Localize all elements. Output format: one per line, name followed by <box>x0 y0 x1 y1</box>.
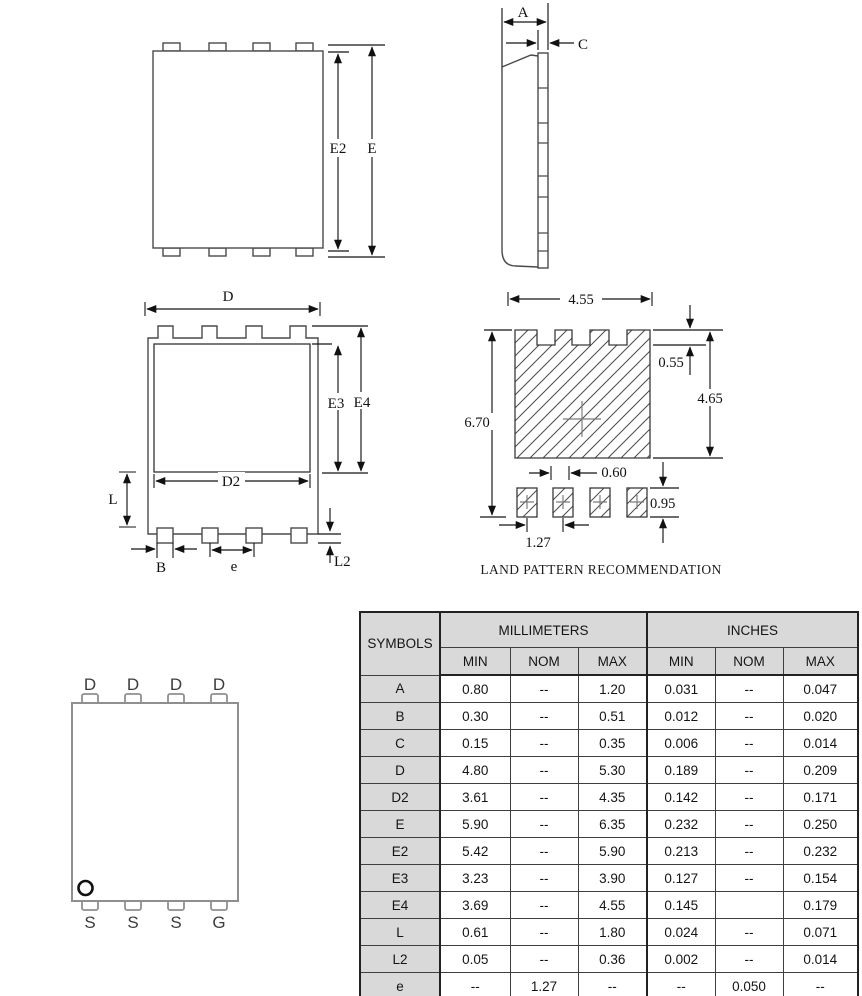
inch-value-cell: 0.012 <box>647 703 715 730</box>
pinout-top-labels <box>84 675 225 694</box>
mm-value-cell: 0.80 <box>440 675 510 703</box>
mm-value-cell: 3.69 <box>440 892 510 919</box>
symbol-cell: B <box>360 703 440 730</box>
inch-value-cell: -- <box>715 675 783 703</box>
pinout-drawing <box>72 675 238 932</box>
bottom-body-outline <box>148 326 318 534</box>
symbol-cell: A <box>360 675 440 703</box>
table-row <box>360 757 858 784</box>
dim-label-d: D <box>222 289 234 305</box>
table-row <box>360 784 858 811</box>
dimension-e2 <box>326 52 350 251</box>
symbol-cell: E <box>360 811 440 838</box>
mm-value-cell: -- <box>510 838 578 865</box>
inch-value-cell: -- <box>715 865 783 892</box>
dim-label-e2: E2 <box>329 141 347 157</box>
dim-label-small-pad-height: 0.95 <box>650 496 676 512</box>
inch-value-cell: 0.031 <box>647 675 715 703</box>
table-row <box>360 946 858 973</box>
mm-value-cell: -- <box>510 730 578 757</box>
dimension-l2 <box>318 508 351 570</box>
dim-label-pad-height: 4.65 <box>697 391 723 407</box>
table-row <box>360 973 858 996</box>
pin-label-s1: S <box>84 913 96 932</box>
inch-value-cell: -- <box>647 973 715 996</box>
mm-value-cell: 3.61 <box>440 784 510 811</box>
inch-value-cell: -- <box>715 811 783 838</box>
in-nom-header: NOM <box>715 648 783 676</box>
inch-value-cell: 0.050 <box>715 973 783 996</box>
mm-value-cell: -- <box>440 973 510 996</box>
mm-value-cell: -- <box>510 811 578 838</box>
inch-value-cell: 0.179 <box>783 892 858 919</box>
dim-label-b: B <box>155 560 167 576</box>
dimension-c <box>506 30 588 53</box>
table-row <box>360 703 858 730</box>
dimension-pitch-1-27 <box>499 518 589 551</box>
mm-max-header: MAX <box>578 648 647 676</box>
millimeters-header: MILLIMETERS <box>440 612 647 648</box>
mm-value-cell: 1.80 <box>578 919 647 946</box>
pinout-bottom-labels <box>84 913 225 932</box>
pin-label-d4: D <box>212 675 226 694</box>
dimension-gap-0-60 <box>529 465 627 481</box>
mm-value-cell: -- <box>510 675 578 703</box>
inch-value-cell: 0.213 <box>647 838 715 865</box>
pin-label-s2: S <box>127 913 139 932</box>
symbol-cell: C <box>360 730 440 757</box>
side-body-profile <box>502 55 538 267</box>
mm-value-cell: -- <box>510 757 578 784</box>
dimension-d <box>145 289 320 316</box>
dim-label-d2: D2 <box>221 474 241 490</box>
mm-value-cell: 0.15 <box>440 730 510 757</box>
dimension-small-pad-0-95 <box>650 462 679 543</box>
mm-value-cell: -- <box>510 865 578 892</box>
symbol-cell: E2 <box>360 838 440 865</box>
symbol-cell: D <box>360 757 440 784</box>
side-view-drawing <box>502 3 588 268</box>
mm-value-cell: -- <box>510 919 578 946</box>
in-min-header: MIN <box>647 648 715 676</box>
inch-value-cell: 0.154 <box>783 865 858 892</box>
dim-label-width: 4.55 <box>568 292 594 308</box>
pin1-indicator <box>79 881 93 895</box>
inch-value-cell: -- <box>715 703 783 730</box>
symbol-cell: D2 <box>360 784 440 811</box>
land-pattern-drawing <box>460 291 730 577</box>
pinout-body-outline <box>72 703 238 901</box>
mm-value-cell: -- <box>510 784 578 811</box>
mm-value-cell: -- <box>510 703 578 730</box>
mm-value-cell: 5.90 <box>578 838 647 865</box>
dimension-pad-height-4-65 <box>653 332 730 458</box>
inch-value-cell: -- <box>715 784 783 811</box>
inch-value-cell: 0.145 <box>647 892 715 919</box>
top-view-drawing <box>153 43 385 257</box>
pin-label-d2: D <box>126 675 140 694</box>
mm-value-cell: 0.30 <box>440 703 510 730</box>
dimension-notch-0-55 <box>653 305 723 375</box>
mm-value-cell: 4.80 <box>440 757 510 784</box>
dim-label-e: E <box>367 141 377 157</box>
dimension-e-pitch <box>210 543 254 575</box>
inch-value-cell: 0.071 <box>783 919 858 946</box>
dim-label-e4: E4 <box>353 395 371 411</box>
mm-value-cell: -- <box>510 946 578 973</box>
table-row <box>360 865 858 892</box>
dimension-width-4-55 <box>508 291 652 308</box>
inch-value-cell: 0.006 <box>647 730 715 757</box>
inch-value-cell: 0.020 <box>783 703 858 730</box>
inch-value-cell: 0.232 <box>783 838 858 865</box>
symbol-cell: L <box>360 919 440 946</box>
table-body <box>360 612 858 996</box>
table-row <box>360 838 858 865</box>
dimension-height-6-70 <box>460 330 512 517</box>
inch-value-cell: -- <box>715 757 783 784</box>
symbol-cell: E4 <box>360 892 440 919</box>
dimension-b <box>131 543 197 576</box>
inch-value-cell: 0.002 <box>647 946 715 973</box>
inch-value-cell: -- <box>783 973 858 996</box>
inch-value-cell: -- <box>715 919 783 946</box>
mm-value-cell: 4.35 <box>578 784 647 811</box>
dim-label-pitch: 1.27 <box>525 535 551 551</box>
symbols-header: SYMBOLS <box>360 612 440 675</box>
pin-label-d3: D <box>169 675 183 694</box>
mm-value-cell: 0.36 <box>578 946 647 973</box>
mm-nom-header: NOM <box>510 648 578 676</box>
inch-value-cell: 0.232 <box>647 811 715 838</box>
inch-value-cell: 0.171 <box>783 784 858 811</box>
package-body-outline <box>153 51 323 248</box>
table-header-row-groups <box>360 612 858 648</box>
small-land-pads <box>517 488 647 517</box>
mm-value-cell: -- <box>510 892 578 919</box>
mm-value-cell: 5.90 <box>440 811 510 838</box>
dim-label-gap: 0.60 <box>601 465 627 481</box>
table-row <box>360 892 858 919</box>
main-land-pad <box>515 330 650 458</box>
dim-label-c: C <box>578 37 589 53</box>
bottom-view-drawing <box>108 289 375 576</box>
symbol-cell: E3 <box>360 865 440 892</box>
side-lead-strip <box>538 53 548 268</box>
mm-value-cell: 1.27 <box>510 973 578 996</box>
inch-value-cell: 0.250 <box>783 811 858 838</box>
land-pattern-caption: LAND PATTERN RECOMMENDATION <box>480 562 722 577</box>
mm-value-cell: 4.55 <box>578 892 647 919</box>
inch-value-cell: -- <box>715 946 783 973</box>
dim-label-notch: 0.55 <box>658 355 684 371</box>
dim-label-height: 6.70 <box>464 415 490 431</box>
symbol-cell: L2 <box>360 946 440 973</box>
inch-value-cell: 0.142 <box>647 784 715 811</box>
inches-header: INCHES <box>647 612 858 648</box>
mm-value-cell: 5.42 <box>440 838 510 865</box>
mm-value-cell: 6.35 <box>578 811 647 838</box>
table-row <box>360 919 858 946</box>
mm-value-cell: -- <box>578 973 647 996</box>
pin-label-g: G <box>212 913 226 932</box>
dimension-l <box>108 472 136 527</box>
dim-label-e3: E3 <box>327 396 345 412</box>
dimensions-table <box>359 611 859 996</box>
inch-value-cell <box>715 892 783 919</box>
mm-value-cell: 3.90 <box>578 865 647 892</box>
dim-label-l: L <box>108 492 118 508</box>
dim-label-a: A <box>517 5 529 21</box>
table-row <box>360 730 858 757</box>
inch-value-cell: 0.189 <box>647 757 715 784</box>
inch-value-cell: 0.047 <box>783 675 858 703</box>
mm-value-cell: 0.05 <box>440 946 510 973</box>
mm-value-cell: 0.61 <box>440 919 510 946</box>
table-row <box>360 811 858 838</box>
inch-value-cell: 0.014 <box>783 730 858 757</box>
inch-value-cell: -- <box>715 838 783 865</box>
inch-value-cell: 0.024 <box>647 919 715 946</box>
mm-value-cell: 3.23 <box>440 865 510 892</box>
pin-label-s3: S <box>170 913 182 932</box>
mm-value-cell: 0.51 <box>578 703 647 730</box>
mm-value-cell: 1.20 <box>578 675 647 703</box>
inch-value-cell: 0.014 <box>783 946 858 973</box>
dim-label-e-pitch: e <box>230 559 238 575</box>
table-row <box>360 675 858 703</box>
in-max-header: MAX <box>783 648 858 676</box>
inch-value-cell: 0.209 <box>783 757 858 784</box>
pin-label-d1: D <box>83 675 97 694</box>
inch-value-cell: 0.127 <box>647 865 715 892</box>
mm-value-cell: 5.30 <box>578 757 647 784</box>
mm-min-header: MIN <box>440 648 510 676</box>
symbol-cell: e <box>360 973 440 996</box>
dim-label-l2: L2 <box>334 554 351 570</box>
inch-value-cell: -- <box>715 730 783 757</box>
mm-value-cell: 0.35 <box>578 730 647 757</box>
